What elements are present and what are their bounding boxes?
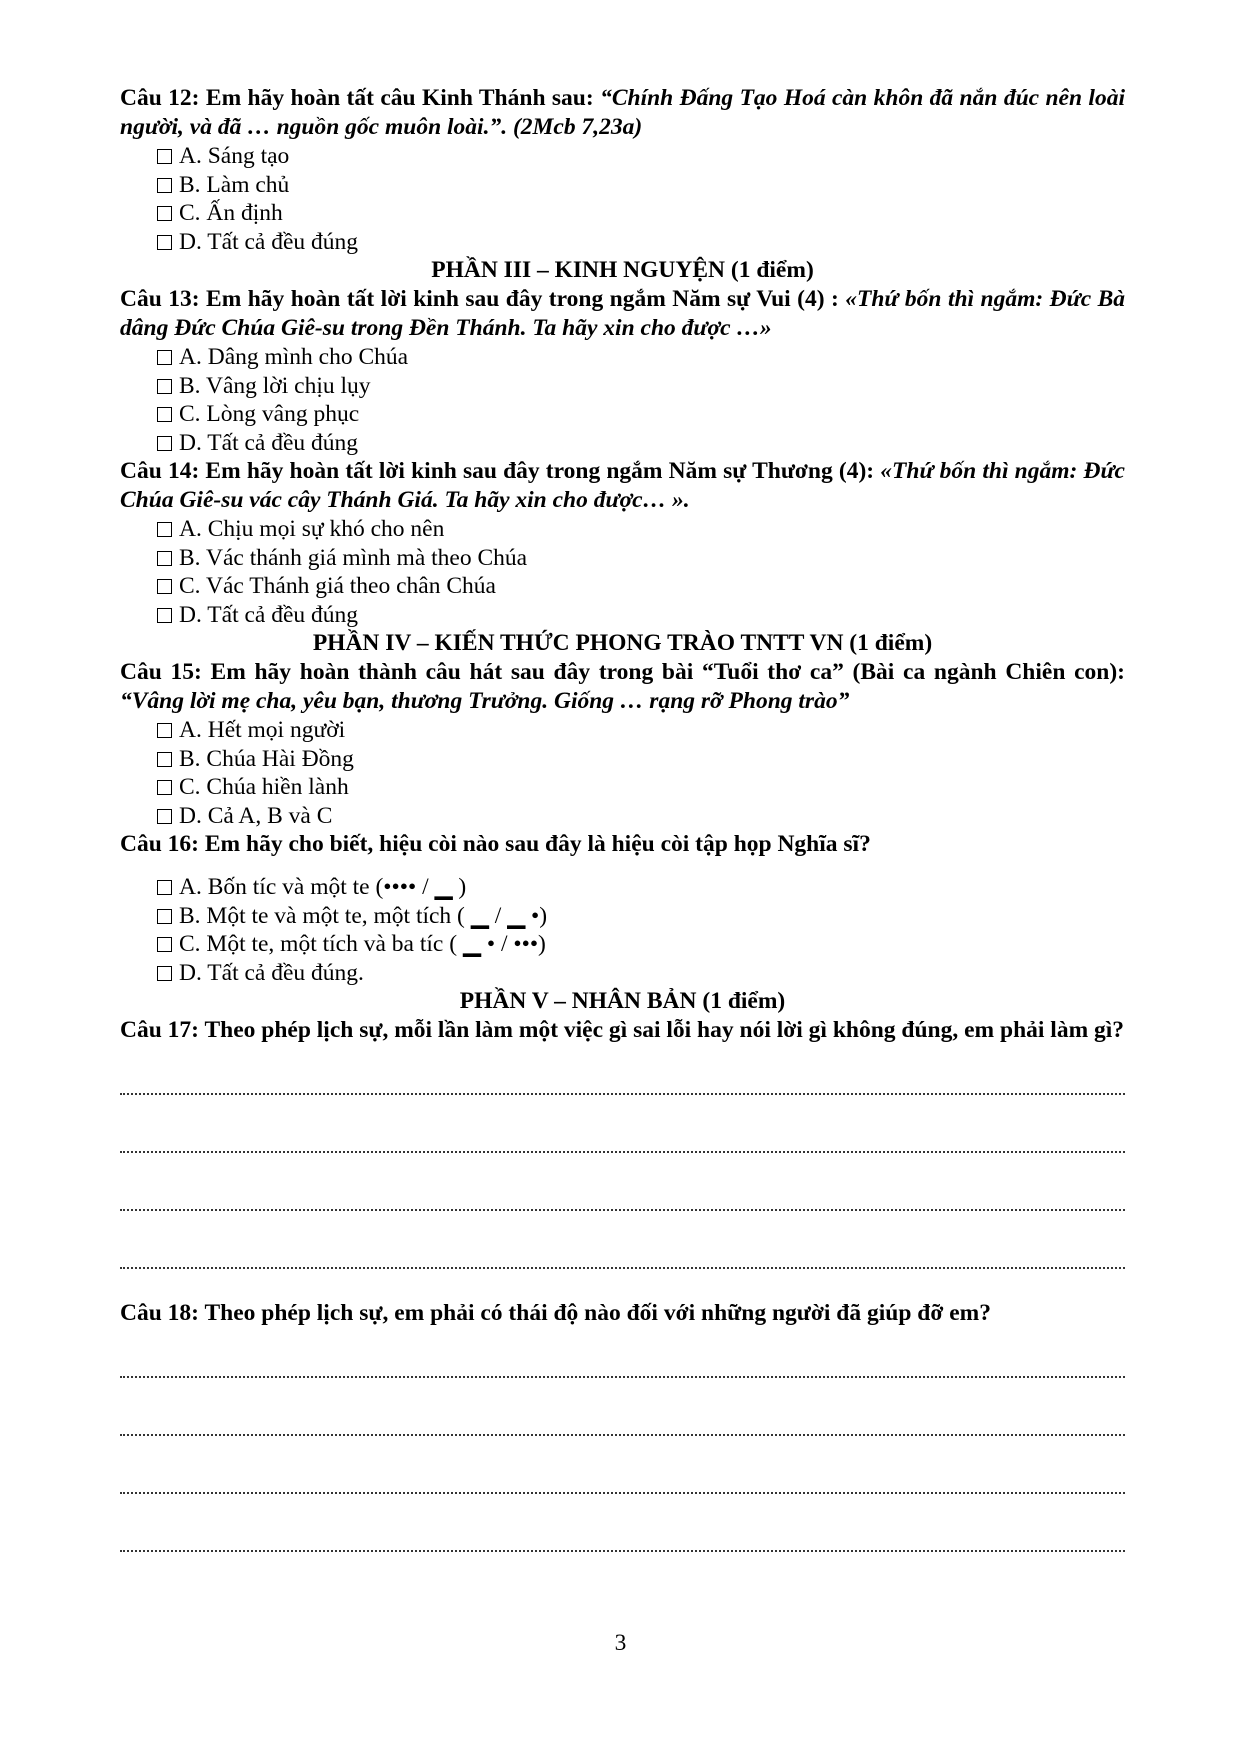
checkbox-icon[interactable]	[157, 909, 172, 924]
question-12	[120, 84, 1125, 142]
checkbox-icon[interactable]	[157, 522, 172, 537]
checkbox-icon[interactable]	[157, 407, 172, 422]
question-13-option-d[interactable]: D. Tất cả đều đúng	[157, 429, 1125, 458]
question-15-quote: “Vâng lời mẹ cha, yêu bạn, thương Trưởng. Giống … rạng rỡ Phong trào”	[120, 688, 850, 714]
checkbox-icon[interactable]	[157, 551, 172, 566]
checkbox-icon[interactable]	[157, 379, 172, 394]
checkbox-icon[interactable]	[157, 206, 172, 221]
question-15-text: Em hãy hoàn thành câu hát sau đây trong bài “Tuổi thơ ca” (Bài ca ngành Chiên con):	[201, 659, 1125, 685]
checkbox-icon[interactable]	[157, 723, 172, 738]
question-14	[120, 457, 1125, 515]
question-14-text: Em hãy hoàn tất lời kinh sau đây trong ngắm Năm sự Thương (4):	[199, 458, 881, 484]
answer-line[interactable]	[120, 1328, 1125, 1386]
checkbox-icon[interactable]	[157, 235, 172, 250]
exam-page	[120, 84, 1125, 1560]
checkbox-icon[interactable]	[157, 149, 172, 164]
question-18-text: Theo phép lịch sự, em phải có thái độ nào đối với những người đã giúp đỡ em?	[199, 1300, 991, 1326]
question-16-option-c[interactable]: C. Một te, một tích và ba tíc ( ▁ • / •••)	[157, 930, 1125, 959]
question-14-option-c[interactable]: C. Vác Thánh giá theo chân Chúa	[157, 572, 1125, 601]
question-16-text: Em hãy cho biết, hiệu còi nào sau đây là hiệu còi tập họp Nghĩa sĩ?	[199, 831, 871, 857]
page-number: 3	[614, 1630, 627, 1656]
question-13-option-c[interactable]: C. Lòng vâng phục	[157, 400, 1125, 429]
question-12-option-c[interactable]: C. Ấn định	[157, 199, 1125, 228]
question-14-option-a[interactable]: A. Chịu mọi sự khó cho nên	[157, 515, 1125, 544]
question-15-option-d[interactable]: D. Cả A, B và C	[157, 802, 1125, 831]
question-16	[120, 830, 1125, 859]
question-13	[120, 285, 1125, 343]
answer-line[interactable]	[120, 1161, 1125, 1219]
checkbox-icon[interactable]	[157, 880, 172, 895]
checkbox-icon[interactable]	[157, 178, 172, 193]
checkbox-icon[interactable]	[157, 780, 172, 795]
question-12-option-d[interactable]: D. Tất cả đều đúng	[157, 228, 1125, 257]
checkbox-icon[interactable]	[157, 937, 172, 952]
question-16-label: Câu 16:	[120, 831, 199, 857]
section-5-heading: PHẦN V – NHÂN BẢN (1 điểm)	[459, 988, 786, 1014]
checkbox-icon[interactable]	[157, 350, 172, 365]
question-16-option-b[interactable]: B. Một te và một te, một tích ( ▁ / ▁ •)	[157, 902, 1125, 931]
question-13-option-a[interactable]: A. Dâng mình cho Chúa	[157, 343, 1125, 372]
checkbox-icon[interactable]	[157, 966, 172, 981]
section-3-heading: PHẦN III – KINH NGUYỆN (1 điểm)	[431, 257, 814, 283]
question-14-quote: «Thứ bốn thì ngắm: Đức Chúa Giê-su vác cây Thánh Giá. Ta hãy xin cho được… ».	[120, 458, 1125, 513]
question-13-text: Em hãy hoàn tất lời kinh sau đây trong ngắm Năm sự Vui (4) :	[199, 286, 846, 312]
question-13-option-b[interactable]: B. Vâng lời chịu lụy	[157, 372, 1125, 401]
section-4-heading: PHẦN IV – KIẾN THỨC PHONG TRÀO TNTT VN (1 điểm)	[312, 630, 933, 656]
question-15-label: Câu 15:	[120, 659, 202, 685]
question-13-quote: «Thứ bốn thì ngắm: Đức Bà dâng Đức Chúa Giê-su trong Đền Thánh. Ta hãy xin cho được …»	[120, 286, 1125, 341]
answer-line[interactable]	[120, 1045, 1125, 1103]
checkbox-icon[interactable]	[157, 436, 172, 451]
question-18	[120, 1299, 1125, 1328]
checkbox-icon[interactable]	[157, 809, 172, 824]
question-12-label: Câu 12:	[120, 85, 200, 111]
answer-line[interactable]	[120, 1386, 1125, 1444]
question-18-label: Câu 18:	[120, 1300, 199, 1326]
checkbox-icon[interactable]	[157, 579, 172, 594]
answer-line[interactable]	[120, 1103, 1125, 1161]
question-16-option-d[interactable]: D. Tất cả đều đúng.	[157, 959, 1125, 988]
question-15-option-c[interactable]: C. Chúa hiền lành	[157, 773, 1125, 802]
question-13-label: Câu 13:	[120, 286, 200, 312]
question-14-option-d[interactable]: D. Tất cả đều đúng	[157, 601, 1125, 630]
question-12-option-a[interactable]: A. Sáng tạo	[157, 142, 1125, 171]
question-15-option-a[interactable]: A. Hết mọi người	[157, 716, 1125, 745]
question-12-text: Em hãy hoàn tất câu Kinh Thánh sau:	[199, 85, 601, 111]
question-17-text: Theo phép lịch sự, mỗi lần làm một việc gì sai lỗi hay nói lời gì không đúng, em phải làm gì?	[199, 1017, 1125, 1043]
answer-line[interactable]	[120, 1219, 1125, 1277]
question-17-label: Câu 17:	[120, 1017, 199, 1043]
question-17	[120, 1016, 1125, 1045]
question-14-label: Câu 14:	[120, 458, 200, 484]
checkbox-icon[interactable]	[157, 608, 172, 623]
answer-line[interactable]	[120, 1444, 1125, 1502]
question-15	[120, 658, 1125, 716]
question-14-option-b[interactable]: B. Vác thánh giá mình mà theo Chúa	[157, 544, 1125, 573]
checkbox-icon[interactable]	[157, 752, 172, 767]
question-12-option-b[interactable]: B. Làm chủ	[157, 171, 1125, 200]
answer-line[interactable]	[120, 1502, 1125, 1560]
question-16-option-a[interactable]: A. Bốn tíc và một te (•••• / ▁ )	[157, 873, 1125, 902]
question-15-option-b[interactable]: B. Chúa Hài Đồng	[157, 745, 1125, 774]
question-12-quote: “Chính Đấng Tạo Hoá càn khôn đã nắn đúc nên loài người, và đã … nguồn gốc muôn loài.”. (2Mcb 7,23a)	[120, 85, 1125, 140]
